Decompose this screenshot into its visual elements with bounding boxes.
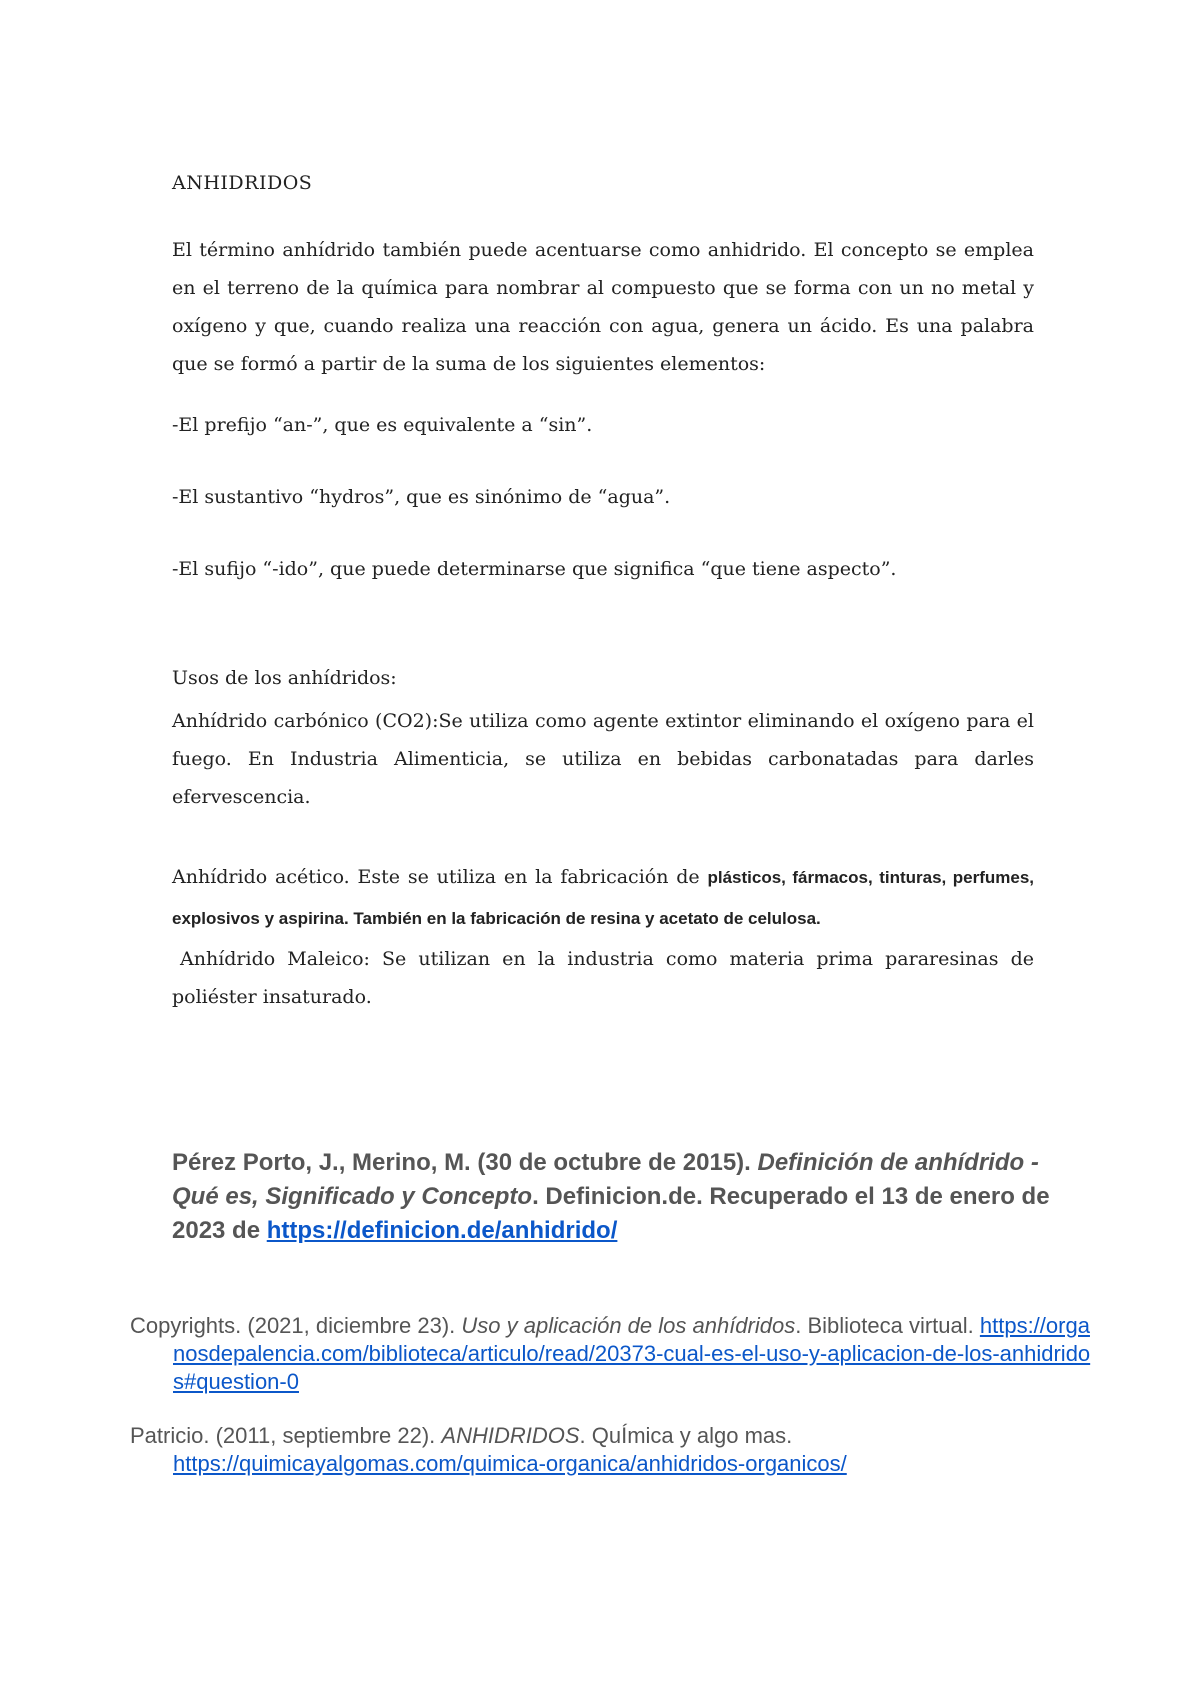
reference-patricio-rest: . QuÍmica y algo mas. (579, 1423, 793, 1448)
reference-main (172, 1146, 1052, 1248)
reference-copyrights-prefix: Copyrights. (2021, diciembre 23). (130, 1313, 462, 1338)
reference-patricio-link[interactable]: https://quimicayalgomas.com/quimica-organica/anhidridos-organicos/ (173, 1451, 847, 1476)
uses-acetic-text: Anhídrido acético. Este se utiliza en la fabricación de (172, 866, 708, 888)
reference-main-title: Definición de anhídrido - Qué es, Significado y Concepto (172, 1149, 1039, 1210)
reference-patricio-prefix: Patricio. (2011, septiembre 22). (130, 1423, 442, 1448)
reference-patricio-title: ANHIDRIDOS (441, 1423, 580, 1448)
reference-patricio (130, 1422, 1093, 1478)
uses-co2-paragraph: Anhídrido carbónico (CO2):Se utiliza como agente extintor eliminando el oxígeno para el fuego. En Industria Alimenticia, se utiliza en bebidas carbonatadas para darles efervescencia. (172, 710, 1034, 808)
element-item-prefix: -El prefijo “an-”, que es equivalente a “sin”. (172, 414, 593, 436)
uses-acetic-paragraph (172, 857, 1034, 939)
document-title: ANHIDRIDOS (172, 172, 313, 194)
reference-copyrights-link[interactable]: https://organosdepalencia.com/biblioteca/articulo/read/20373-cual-es-el-uso-y-aplicacion-de-los-anhidridos#question-0 (173, 1313, 1091, 1394)
element-item-noun: -El sustantivo “hydros”, que es sinónimo de “agua”. (172, 486, 671, 508)
reference-main-link[interactable]: https://definicion.de/anhidrido/ (266, 1217, 618, 1244)
intro-paragraph: El término anhídrido también puede acentuarse como anhidrido. El concepto se emplea en el terreno de la química para nombrar al compuesto que se forma con un no metal y oxígeno y que, cuando realiza una reacción con agua, genera un ácido. Es una palabra que se formó a partir de la suma de los siguientes elementos: (172, 239, 1034, 375)
reference-main-rest: . Definicion.de. Recuperado el 13 de enero de 2023 de (172, 1183, 1050, 1244)
reference-copyrights-title: Uso y aplicación de los anhídridos (461, 1313, 796, 1338)
uses-acetic-products: plásticos, fármacos, tinturas, perfumes, explosivos y aspirina. También en la fabricación de resina y acetato de celulosa. (172, 868, 1034, 928)
element-item-suffix: -El sufijo “-ido”, que puede determinarse que significa “que tiene aspecto”. (172, 558, 897, 580)
reference-copyrights (130, 1312, 1093, 1396)
reference-main-authors: Pérez Porto, J., Merino, M. (30 de octubre de 2015). (172, 1149, 758, 1176)
uses-heading: Usos de los anhídridos: (172, 667, 397, 689)
reference-copyrights-rest: . Biblioteca virtual. (795, 1313, 980, 1338)
uses-maleic-paragraph: Anhídrido Maleico: Se utilizan en la industria como materia prima pararesinas de poliéster insaturado. (172, 948, 1034, 1008)
